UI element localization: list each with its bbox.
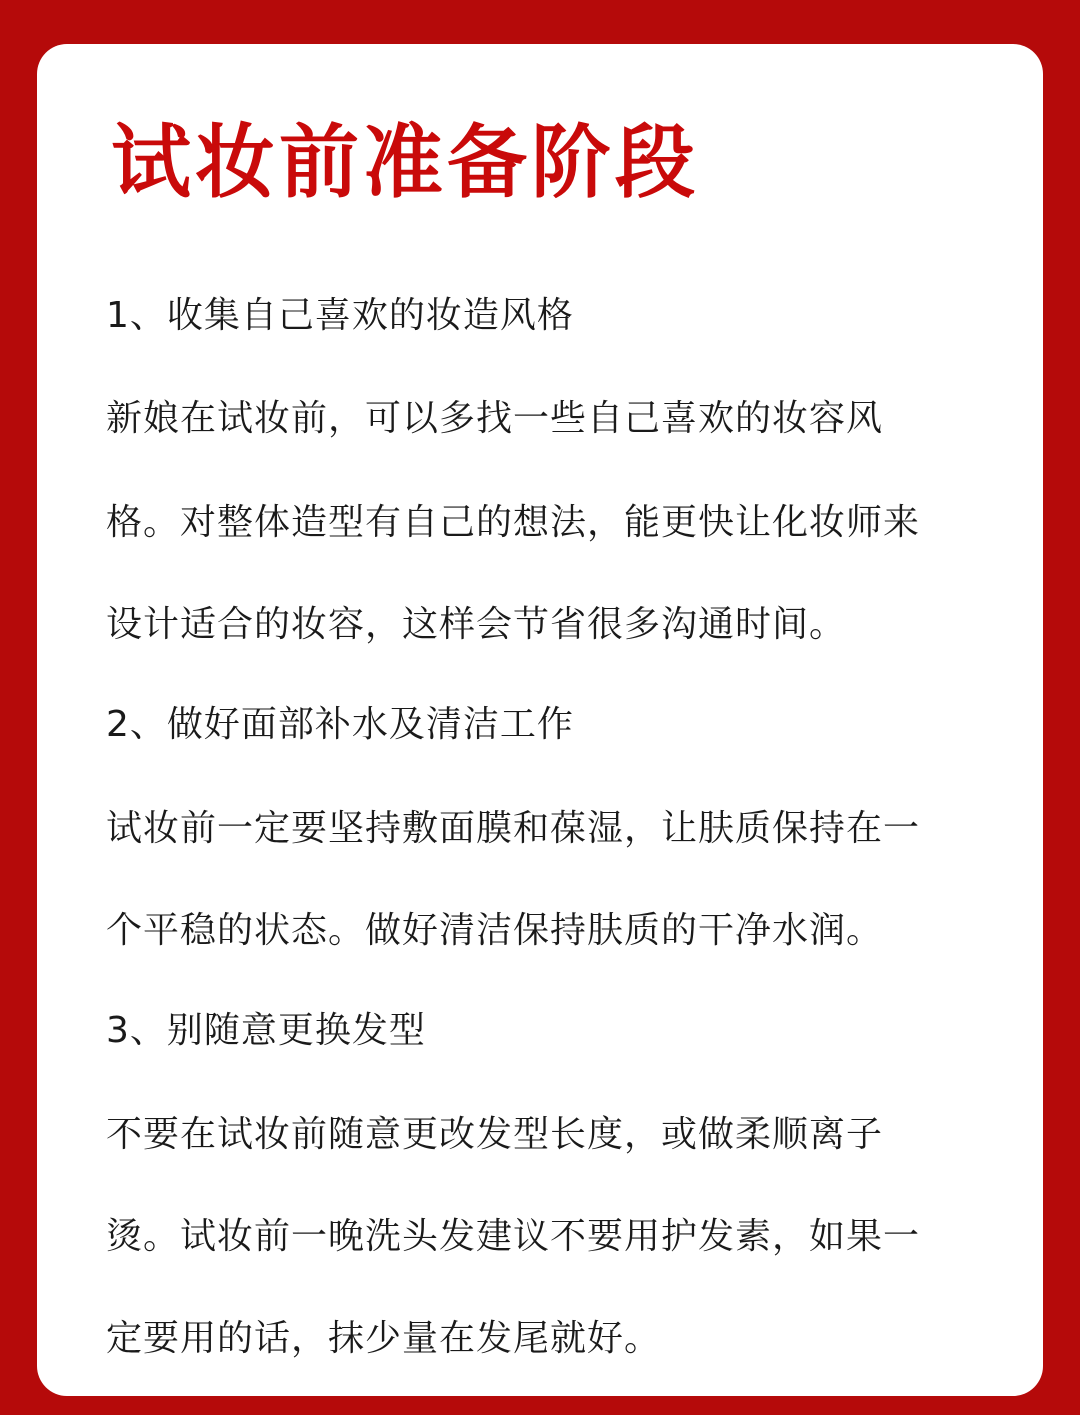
section-3-line-2: 烫。试妆前一晚洗头发建议不要用护发素，如果一	[106, 1216, 921, 1257]
page-title: 试妆前准备阶段	[111, 116, 699, 209]
section-3-heading: 3、别随意更换发型	[106, 1010, 426, 1051]
section-3-line-1: 不要在试妆前随意更改发型长度，或做柔顺离子	[106, 1114, 884, 1155]
section-1-line-1: 新娘在试妆前，可以多找一些自己喜欢的妆容风	[106, 398, 884, 439]
section-3-line-3: 定要用的话，抹少量在发尾就好。	[106, 1318, 662, 1359]
section-1-line-3: 设计适合的妆容，这样会节省很多沟通时间。	[106, 604, 847, 645]
section-1-heading: 1、收集自己喜欢的妆造风格	[106, 295, 574, 336]
section-2-heading: 2、做好面部补水及清洁工作	[106, 704, 574, 745]
section-2-line-2: 个平稳的状态。做好清洁保持肤质的干净水润。	[106, 910, 884, 951]
content-card	[37, 44, 1043, 1396]
section-2-line-1: 试妆前一定要坚持敷面膜和葆湿，让肤质保持在一	[106, 808, 921, 849]
section-1-line-2: 格。对整体造型有自己的想法，能更快让化妆师来	[106, 502, 921, 543]
